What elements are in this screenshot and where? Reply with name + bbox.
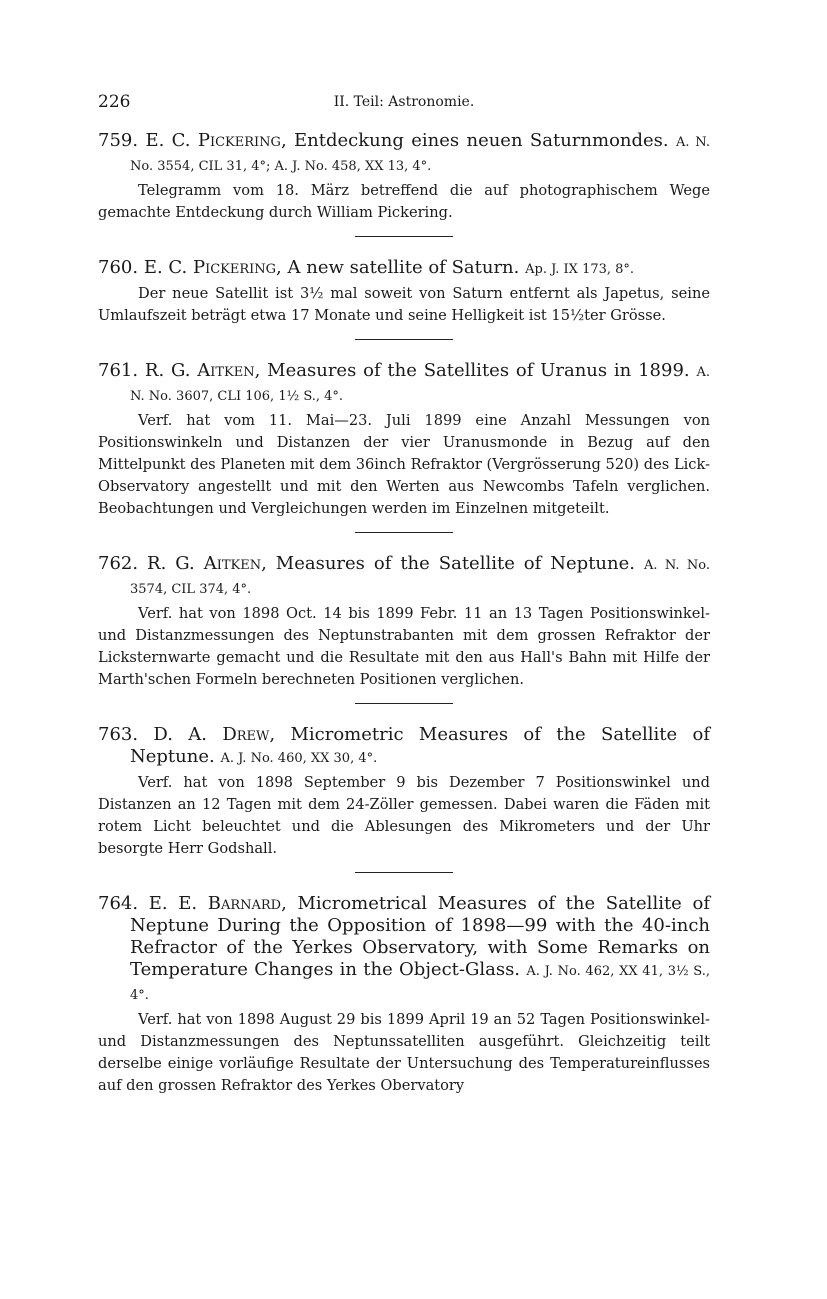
entry-body: Verf. hat von 1898 August 29 bis 1899 April 19 an 52 Tagen Positionswinkel- und Distanzmessungen des Neptunssatelliten ausgeführt. Gleichzeitig teilt derselbe einige vorläufige Resultate der Untersuchung des Temperatureinflusses auf den grossen Refraktor des Yerkes Obervatory [98, 1011, 710, 1094]
entry-762 [98, 553, 710, 691]
entry-761 [98, 360, 710, 520]
entry-author: E. E. Barnard, [148, 893, 287, 914]
running-title: II. Teil: Astronomie. [333, 94, 475, 110]
entry-763 [98, 724, 710, 860]
entry-heading [98, 553, 710, 601]
entry-number: 763. [98, 724, 139, 745]
entry-title: Micrometric Measures of the Satellite of Neptune. [130, 724, 710, 767]
entry-author: R. G. Aitken, [147, 553, 267, 574]
entry-title: A new satellite of Saturn. [287, 257, 520, 278]
separator-rule [355, 532, 453, 533]
entry-body: Verf. hat von 1898 September 9 bis Dezember 7 Positionswinkel und Distanzen an 12 Tagen mit dem 24-Zöller gemessen. Dabei waren die Fäden mit rotem Licht beleuchtet und die Ablesungen des Mikrometers und der Uhr besorgte Herr Godshall. [98, 774, 710, 857]
running-head [98, 92, 710, 118]
page-number: 226 [98, 92, 131, 112]
entry-body: Der neue Satellit ist 3½ mal soweit von Saturn entfernt als Japetus, seine Umlaufszeit beträgt etwa 17 Monate und seine Helligkeit ist 15½ter Grösse. [98, 285, 710, 324]
entry-reference: Ap. J. IX 173, 8°. [525, 262, 635, 277]
entry-heading [98, 893, 710, 1007]
entry-title: Measures of the Satellite of Neptune. [275, 553, 635, 574]
entry-author: R. G. Aitken, [144, 360, 261, 381]
entry-title: Entdeckung eines neuen Saturnmondes. [294, 130, 669, 151]
entry-title: Measures of the Satellites of Uranus in 1899. [267, 360, 690, 381]
entry-760 [98, 257, 710, 327]
entry-reference: A. J. No. 460, XX 30, 4°. [220, 751, 378, 766]
entry-number: 760. [98, 257, 139, 278]
entry-reference: A. N. No. 3607, CLI 106, 1½ S., 4°. [130, 365, 710, 404]
entry-number: 762. [98, 553, 139, 574]
entry-author: E. C. Pickering, [143, 257, 282, 278]
entry-body: Verf. hat von 1898 Oct. 14 bis 1899 Febr. 11 an 13 Tagen Positionswinkel- und Distanzmessungen des Neptunstrabanten mit dem grossen Refraktor der Licksternwarte gemacht und die Resultate mit den aus Hall's Bahn mit Hilfe der Marth'schen Formeln berechneten Positionen verglichen. [98, 605, 710, 688]
document-page [98, 92, 710, 1097]
separator-rule [355, 872, 453, 873]
entry-heading [98, 360, 710, 408]
entry-759 [98, 130, 710, 224]
separator-rule [355, 236, 453, 237]
entry-heading [98, 724, 710, 770]
entry-body: Verf. hat vom 11. Mai—23. Juli 1899 eine Anzahl Messungen von Positionswinkeln und Distanzen der vier Uranusmonde in Bezug auf den Mittelpunkt des Planeten mit dem 36inch Refraktor (Vergrösserung 520) des Lick-Observatory angestellt und mit den Werten aus Newcombs Tafeln verglichen. Beobachtungen und Vergleichungen werden im Einzelnen mitgeteilt. [98, 412, 710, 517]
entry-heading [98, 257, 710, 281]
entry-author: D. A. Drew, [153, 724, 276, 745]
entry-764 [98, 893, 710, 1097]
entry-body: Telegramm vom 18. März betreffend die auf photographischem Wege gemachte Entdeckung durch William Pickering. [98, 182, 710, 221]
entry-author: E. C. Pickering, [145, 130, 287, 151]
entry-reference: A. N. No. 3554, CIL 31, 4°; A. J. No. 458, XX 13, 4°. [130, 135, 710, 174]
entry-number: 761. [98, 360, 139, 381]
separator-rule [355, 339, 453, 340]
entry-number: 759. [98, 130, 139, 151]
entry-reference: A. J. No. 462, XX 41, 3½ S., 4°. [130, 964, 710, 1003]
entry-number: 764. [98, 893, 139, 914]
separator-rule [355, 703, 453, 704]
entry-reference: A. N. No. 3574, CIL 374, 4°. [130, 558, 710, 597]
entry-heading [98, 130, 710, 178]
entry-title: Micrometrical Measures of the Satellite of Neptune During the Opposition of 1898—99 with the 40-inch Refractor of the Yerkes Observatory, with Some Remarks on Temperature Changes in the Object-Glass. [130, 893, 710, 980]
